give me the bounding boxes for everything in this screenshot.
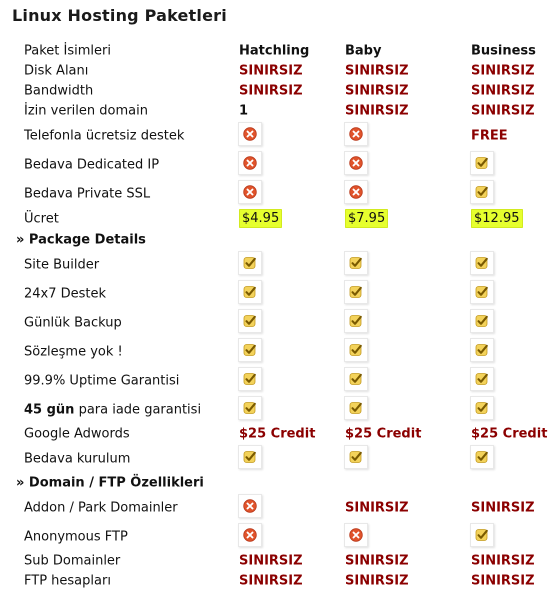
price-badge: $4.95: [239, 209, 282, 228]
feature-value: 1: [239, 103, 249, 119]
check-icon: [344, 309, 368, 333]
feature-value: $25 Credit: [239, 426, 316, 442]
not-included-icon: [239, 151, 262, 179]
included-icon: [239, 396, 262, 424]
not-included-icon: [239, 122, 262, 150]
feature-value: SINIRSIZ: [471, 573, 535, 589]
check-icon: [470, 309, 494, 333]
check-icon: [470, 280, 494, 304]
included-icon: [471, 338, 494, 366]
row-label: Paket İsimleri: [24, 43, 111, 59]
included-icon: [471, 180, 494, 208]
table-row: [0, 282, 553, 306]
price-cell: [471, 210, 523, 228]
row-label: Bedava Private SSL: [24, 186, 151, 202]
feature-value: SINIRSIZ: [239, 83, 303, 99]
check-icon: [470, 180, 494, 204]
check-icon: [238, 396, 262, 420]
row-label: Telefonla ücretsiz destek: [24, 128, 185, 144]
table-row: [0, 525, 553, 549]
feature-value: SINIRSIZ: [345, 83, 409, 99]
row-label: Anonymous FTP: [24, 529, 128, 545]
feature-value: $25 Credit: [345, 426, 422, 442]
cross-icon: [238, 494, 262, 518]
check-icon: [238, 309, 262, 333]
row-label: Sözleşme yok !: [24, 344, 123, 360]
row-label: Addon / Park Domainler: [24, 500, 178, 516]
check-icon: [344, 338, 368, 362]
row-label: Sub Domainler: [24, 553, 121, 569]
included-icon: [345, 396, 368, 424]
check-icon: [238, 367, 262, 391]
table-row: [0, 569, 553, 593]
row-label: Ücret: [24, 211, 59, 227]
row-label: Google Adwords: [24, 426, 130, 442]
feature-value: SINIRSIZ: [345, 553, 409, 569]
cross-icon: [238, 180, 262, 204]
not-included-icon: [345, 151, 368, 179]
feature-value: SINIRSIZ: [345, 500, 409, 516]
check-icon: [238, 280, 262, 304]
table-row: [0, 447, 553, 471]
cross-icon: [344, 151, 368, 175]
section-header: [0, 228, 553, 252]
included-icon: [239, 280, 262, 308]
included-icon: [471, 251, 494, 279]
feature-value: SINIRSIZ: [471, 103, 535, 119]
feature-value: FREE: [471, 128, 508, 144]
table-row: [0, 124, 553, 148]
cross-icon: [238, 151, 262, 175]
check-icon: [344, 396, 368, 420]
row-label: Site Builder: [24, 257, 100, 273]
price-badge: $12.95: [471, 209, 523, 228]
cross-icon: [238, 523, 262, 547]
table-row: [0, 311, 553, 335]
table-row: [0, 496, 553, 520]
feature-value: SINIRSIZ: [239, 63, 303, 79]
table-row: [0, 253, 553, 277]
check-icon: [470, 523, 494, 547]
price-cell: [239, 210, 282, 228]
included-icon: [471, 396, 494, 424]
price-cell: [345, 210, 388, 228]
plan-name: Hatchling: [239, 43, 310, 59]
table-row: [0, 99, 553, 123]
included-icon: [471, 523, 494, 551]
row-label: İzin verilen domain: [24, 103, 148, 119]
included-icon: [471, 309, 494, 337]
feature-value: SINIRSIZ: [345, 573, 409, 589]
check-icon: [344, 445, 368, 469]
included-icon: [239, 445, 262, 473]
row-label: [24, 403, 201, 418]
feature-value: SINIRSIZ: [239, 553, 303, 569]
feature-value: SINIRSIZ: [345, 103, 409, 119]
row-label: Bedava kurulum: [24, 451, 131, 467]
not-included-icon: [239, 494, 262, 522]
page-title: Linux Hosting Paketleri: [12, 6, 227, 25]
feature-value: SINIRSIZ: [471, 553, 535, 569]
included-icon: [471, 367, 494, 395]
table-row: [0, 182, 553, 206]
price-badge: $7.95: [345, 209, 388, 228]
row-label: Bandwidth: [24, 83, 94, 99]
cross-icon: [238, 122, 262, 146]
included-icon: [345, 251, 368, 279]
cross-icon: [344, 523, 368, 547]
included-icon: [471, 445, 494, 473]
included-icon: [239, 251, 262, 279]
table-row: [0, 340, 553, 364]
check-icon: [470, 367, 494, 391]
check-icon: [470, 251, 494, 275]
included-icon: [239, 367, 262, 395]
check-icon: [344, 280, 368, 304]
check-icon: [470, 338, 494, 362]
row-label-text: para iade garantisi: [74, 402, 202, 418]
feature-value: SINIRSIZ: [345, 63, 409, 79]
feature-value: $25 Credit: [471, 426, 548, 442]
cross-icon: [344, 180, 368, 204]
row-label: 24x7 Destek: [24, 286, 107, 302]
included-icon: [345, 445, 368, 473]
table-row: [0, 153, 553, 177]
row-label: Bedava Dedicated IP: [24, 157, 160, 173]
not-included-icon: [345, 122, 368, 150]
row-label: Disk Alanı: [24, 63, 89, 79]
plan-name: Business: [471, 43, 536, 59]
check-icon: [470, 445, 494, 469]
feature-value: SINIRSIZ: [471, 83, 535, 99]
row-label: FTP hesapları: [24, 573, 111, 589]
check-icon: [238, 445, 262, 469]
included-icon: [345, 338, 368, 366]
row-label-emphasis: 45 gün: [24, 402, 75, 418]
table-row: [0, 398, 553, 422]
not-included-icon: [345, 523, 368, 551]
check-icon: [344, 367, 368, 391]
check-icon: [238, 338, 262, 362]
table-row: [0, 369, 553, 393]
included-icon: [345, 280, 368, 308]
check-icon: [470, 396, 494, 420]
table-row: [0, 422, 553, 446]
not-included-icon: [239, 180, 262, 208]
cross-icon: [344, 122, 368, 146]
row-label: Günlük Backup: [24, 315, 122, 331]
feature-value: SINIRSIZ: [239, 573, 303, 589]
feature-value: SINIRSIZ: [471, 500, 535, 516]
feature-value: SINIRSIZ: [471, 63, 535, 79]
check-icon: [470, 151, 494, 175]
included-icon: [345, 309, 368, 337]
included-icon: [239, 338, 262, 366]
check-icon: [238, 251, 262, 275]
section-title: » Package Details: [16, 232, 146, 248]
row-label: 99.9% Uptime Garantisi: [24, 373, 180, 389]
included-icon: [471, 280, 494, 308]
section-header: [0, 471, 553, 495]
included-icon: [345, 367, 368, 395]
check-icon: [344, 251, 368, 275]
included-icon: [471, 151, 494, 179]
not-included-icon: [345, 180, 368, 208]
section-title: » Domain / FTP Özellikleri: [16, 475, 204, 491]
included-icon: [239, 309, 262, 337]
not-included-icon: [239, 523, 262, 551]
plan-name: Baby: [345, 43, 382, 59]
